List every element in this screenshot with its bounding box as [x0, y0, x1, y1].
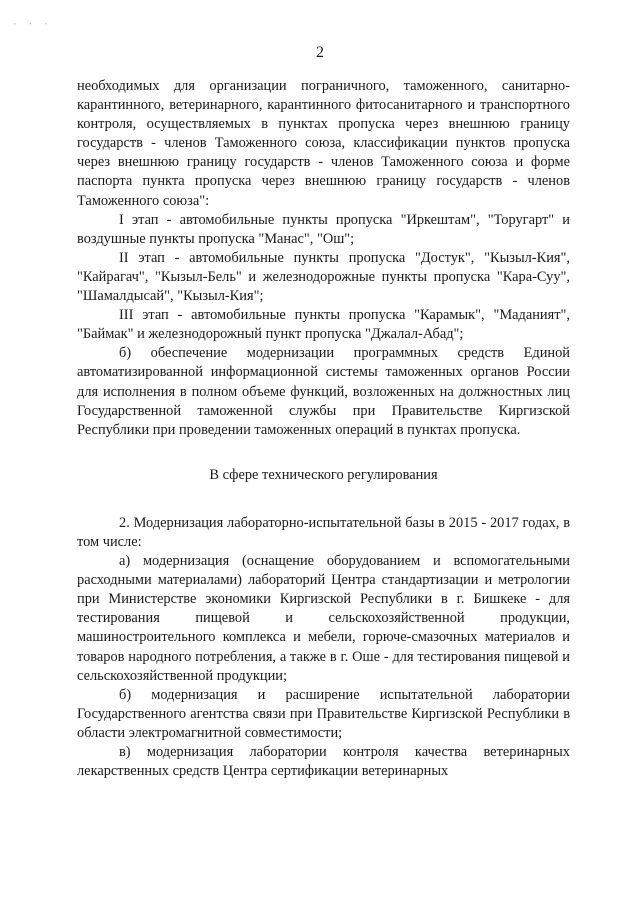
paragraph: необходимых для организации пограничного, таможенного, санитарно-карантинного, ветеринарного, карантинного фитосанитарного и транспортного контроля, осуществляемых в пунктах пропуска через внешнюю границу государств - членов Таможенного союза, классификации пунктов пропуска через внешнюю границу государств - членов Таможенного союза и форме паспорта пункта пропуска через внешнюю границу государств - членов Таможенного союза": [77, 78, 570, 209]
paragraph: б) обеспечение модернизации программных средств Единой автоматизированной информационной системы таможенных органов России для исполнения в полном объеме функций, возложенных на должностных лиц Государственной таможенной службы при Правительстве Киргизской Республики при проведении таможенных операций в пунктах пропуска. [77, 345, 570, 438]
document-body [77, 77, 570, 781]
page-number: 2 [316, 44, 324, 61]
scan-marks: , , , [14, 18, 53, 26]
paragraph: 2. Модернизация лабораторно-испытательной базы в 2015 - 2017 годах, в том числе: [77, 514, 570, 550]
section-heading: В сфере технического регулирования [209, 466, 438, 483]
paragraph: III этап - автомобильные пункты пропуска "Карамык", "Маданият", "Баймак" и железнодорожный пункт пропуска "Джалал-Абад"; [77, 307, 570, 343]
paragraph: II этап - автомобильные пункты пропуска "Достук", "Кызыл-Кия", "Кайрагач", "Кызыл-Бель" и железнодорожные пункты пропуска "Кара-Суу", "Шамалдысай", "Кызыл-Кия"; [77, 249, 570, 305]
paragraph: в) модернизация лаборатории контроля качества ветеринарных лекарственных средств Центра сертификации ветеринарных [77, 744, 570, 780]
paragraph: б) модернизация и расширение испытательной лаборатории Государственного агентства связи при Правительстве Киргизской Республики в области электромагнитной совместимости; [77, 686, 570, 741]
paragraphs-before-heading [77, 77, 570, 440]
paragraph: а) модернизация (оснащение оборудованием и вспомогательными расходными материалами) лабораторий Центра стандартизации и метрологии при Министерстве экономики Киргизской Республики в г. Бишкеке - для тестирования пищевой и сельскохозяйственной продукции, машиностроительного комплекса и мебели, горюче-смазочных материалов и товаров народного потребления, а также в г. Оше - для тестирования пищевой и сельскохозяйственной продукции; [77, 553, 570, 684]
paragraphs-after-heading [77, 514, 570, 781]
paragraph: I этап - автомобильные пункты пропуска "Иркештам", "Торугарт" и воздушные пункты пропуска "Манас", "Ош"; [77, 211, 570, 247]
